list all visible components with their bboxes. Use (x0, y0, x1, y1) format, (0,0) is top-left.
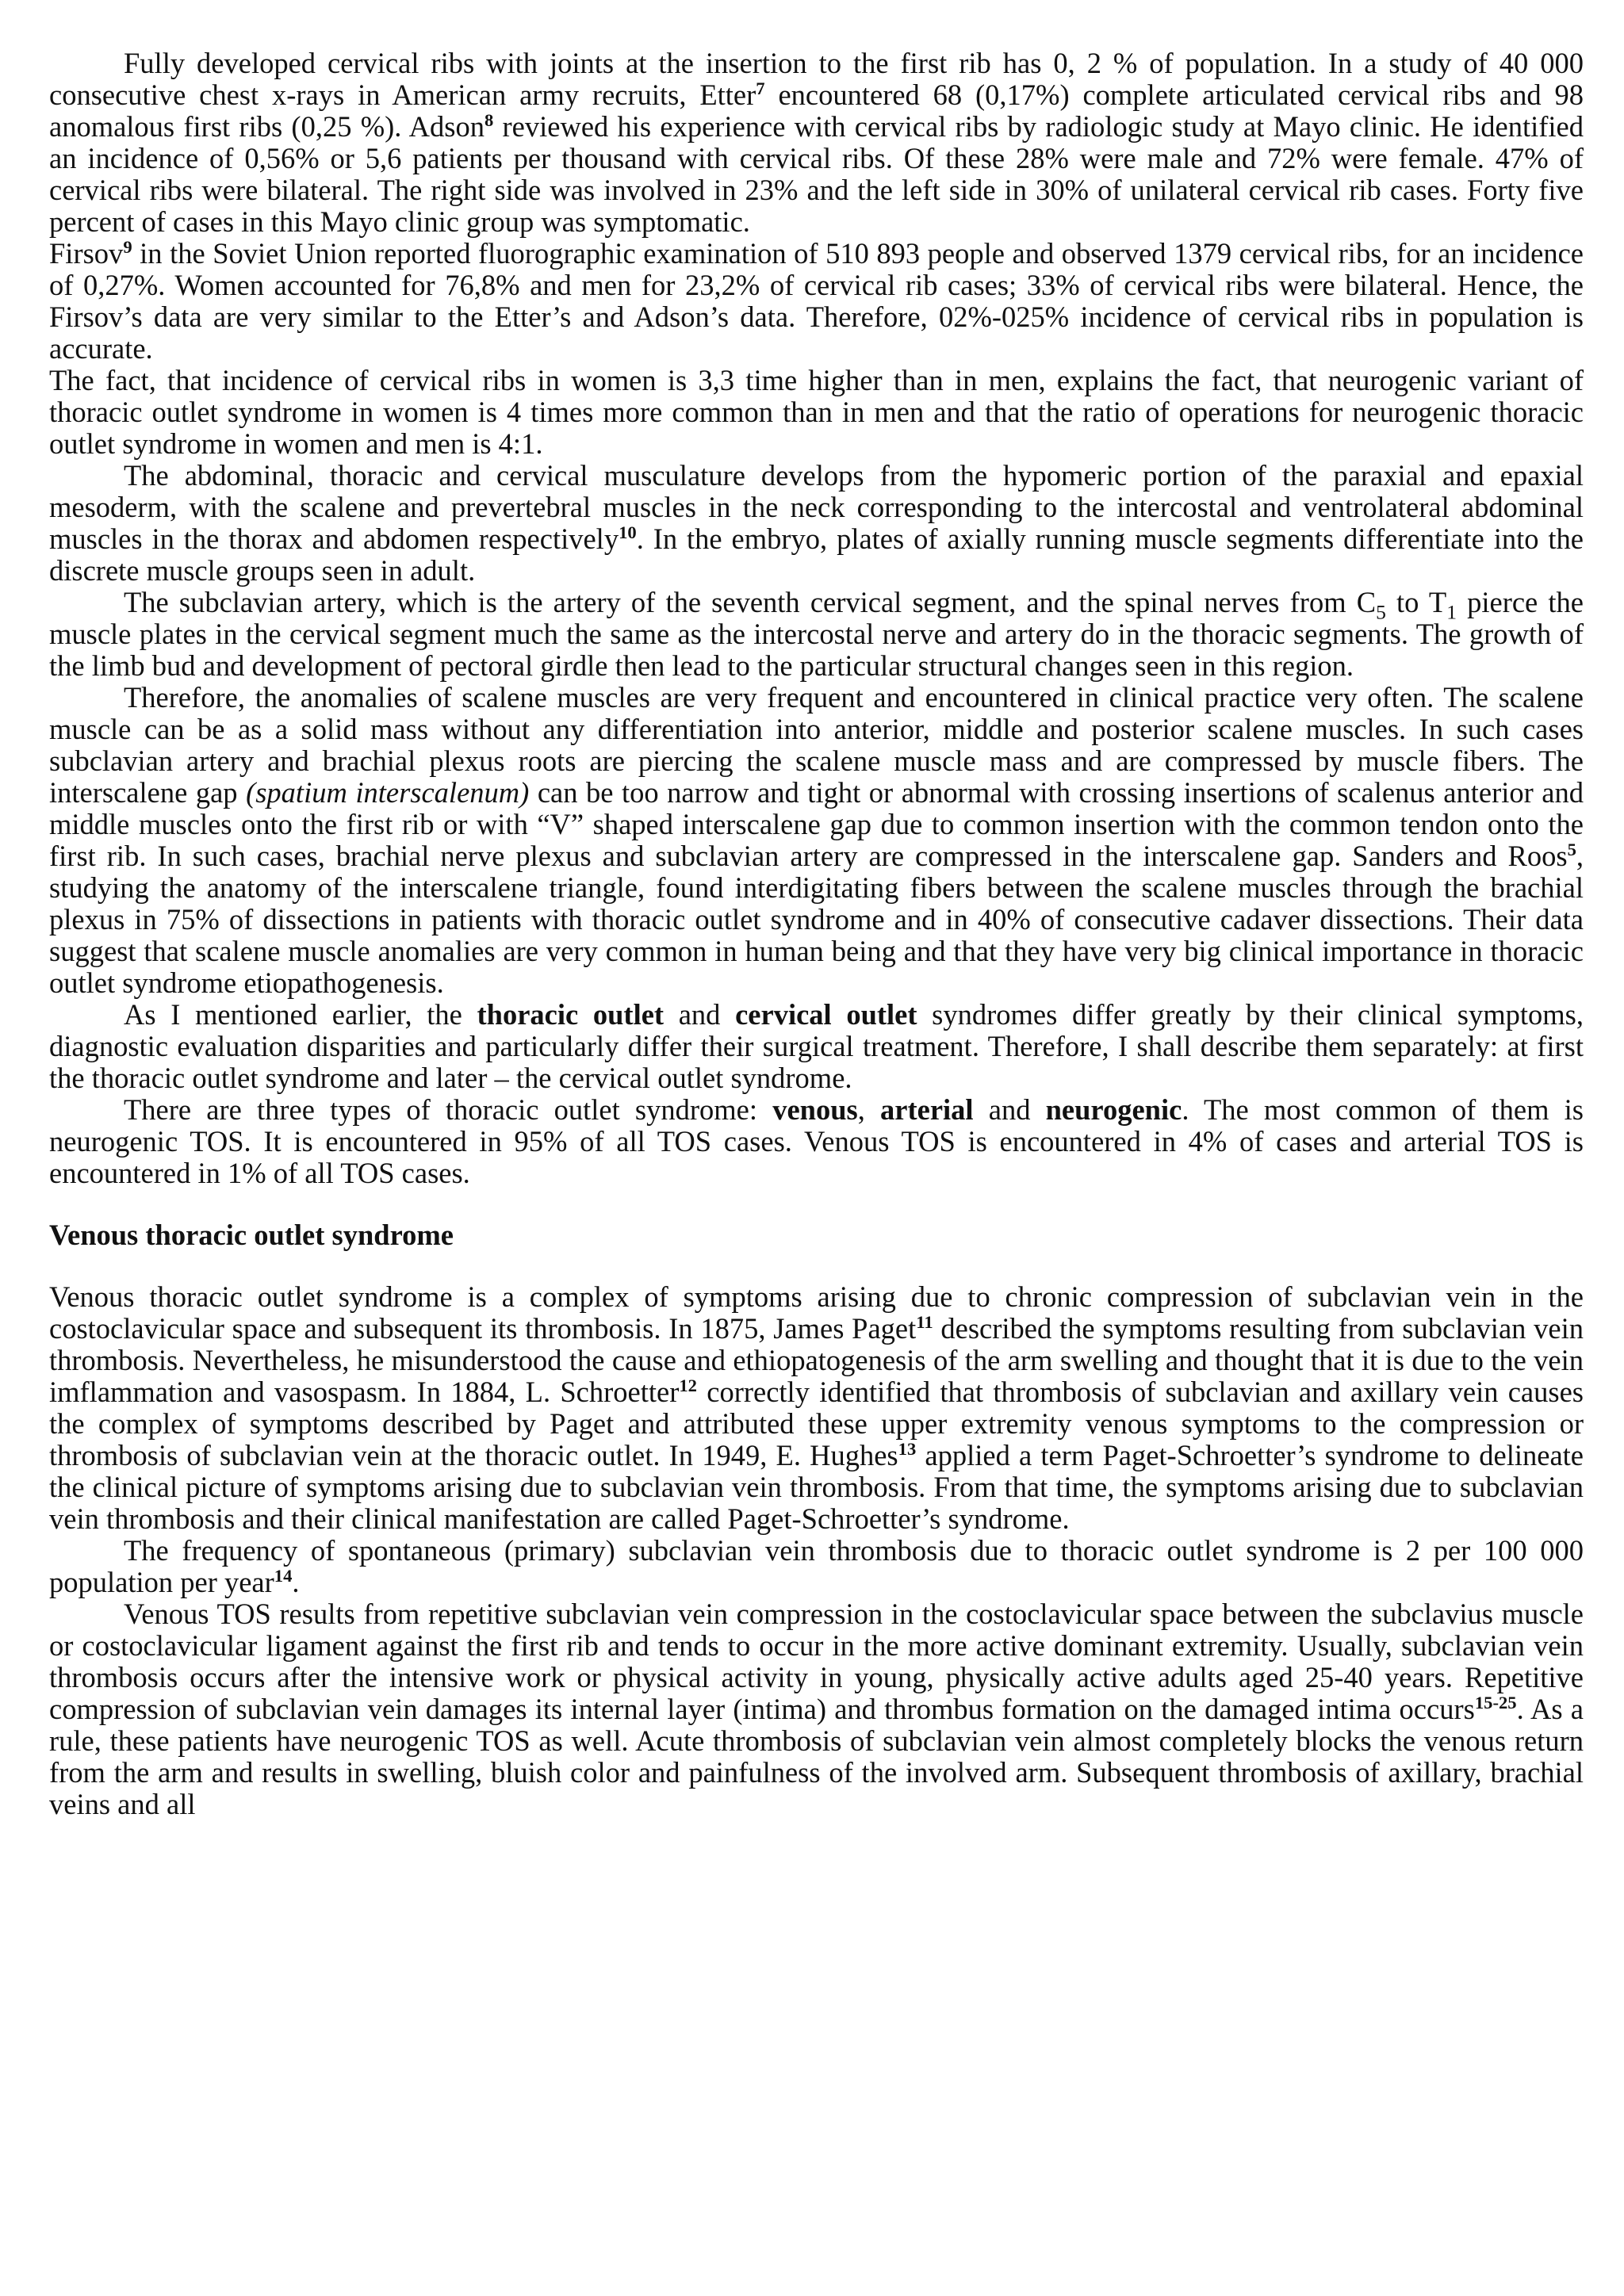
text-run: in the Soviet Union reported fluorographic examination of 510 893 people and observed 1379 cervical ribs, for an incidence of 0,27%. Women accounted for 76,8% and men for 23,2% of cervical rib cases; 33% of cervical ribs were bilateral. Hence, the Firsov’s data are very similar to the Etter’s and Adson’s data. Therefore, 02%-025% incidence of cervical ribs in population is accurate. (49, 237, 1584, 365)
document-page (49, 48, 1584, 1820)
text-run: The abdominal, thoracic and cervical musculature develops from the hypomeric portion of the paraxial and epaxial mesoderm, with the scalene and prevertebral muscles in the neck corresponding to the intercostal and ventrolateral abdominal muscles in the thorax and abdomen respectively (49, 459, 1584, 555)
text-run: , (857, 1093, 881, 1126)
text-run: correctly identified that thrombosis of subclavian and axillary vein causes the complex of symptoms described by Paget and attributed these upper extremity venous symptoms to the compression or thrombosis of subclavian vein at the thoracic outlet. In 1949, E. Hughes (49, 1376, 1584, 1471)
text-run: described the symptoms resulting from subclavian vein thrombosis. Nevertheless, he misunderstood the cause and ethiopatogenesis of the arm swelling and thought that it is due to the vein imflammation and vasospasm. In 1884, L. Schroetter (49, 1312, 1584, 1408)
reference-superscript: 8 (484, 109, 494, 130)
text-run: There are three types of thoracic outlet syndrome: (124, 1093, 773, 1126)
para-firsov-data (49, 238, 1584, 365)
bold-term: thoracic outlet (477, 998, 665, 1031)
reference-superscript: 15-25 (1474, 1692, 1517, 1712)
text-run: The frequency of spontaneous (primary) subclavian vein thrombosis due to thoracic outlet syndrome is 2 per 100 000 population per year (49, 1534, 1584, 1598)
reference-superscript: 13 (898, 1438, 917, 1459)
text-run: Venous TOS results from repetitive subclavian vein compression in the costoclavicular space between the subclavius muscle or costoclavicular ligament against the first rib and tends to occur in the more active dominant extremity. Usually, subclavian vein thrombosis occurs after the intensive work or physical activity in young, physically active adults aged 25-40 years. Repetitive compression of subclavian vein damages its internal layer (intima) and thrombus formation on the damaged intima occurs (49, 1598, 1584, 1725)
text-run: . The most common of them is neurogenic TOS. It is encountered in 95% of all TOS cases. Venous TOS is encountered in 4% of cases and arterial TOS is encountered in 1% of all TOS cases. (49, 1093, 1584, 1189)
para-scalene-anomalies (49, 682, 1584, 999)
bold-term: arterial (880, 1093, 974, 1126)
reference-superscript: 7 (756, 78, 765, 98)
para-venous-mechanism (49, 1598, 1584, 1820)
reference-superscript: 12 (679, 1375, 697, 1395)
text-run: reviewed his experience with cervical ribs by radiologic study at Mayo clinic. He identified an incidence of 0,56% or 5,6 patients per thousand with cervical ribs. Of these 28% were male and 72% were female. 47% of cervical ribs were bilateral. The right side was involved in 23% and the left side in 30% of unilateral cervical rib cases. Forty five percent of cases in this Mayo clinic group was symptomatic. (49, 110, 1584, 238)
reference-superscript: 9 (123, 236, 132, 257)
text-run: . As a rule, these patients have neurogenic TOS as well. Acute thrombosis of subclavian vein almost completely blocks the venous return from the arm and results in swelling, bluish color and painfulness of the involved arm. Subsequent thrombosis of axillary, brachial veins and all (49, 1693, 1584, 1820)
text-run: and (664, 998, 736, 1031)
section-heading-venous-tos: Venous thoracic outlet syndrome (49, 1219, 454, 1251)
bold-term: cervical outlet (735, 998, 917, 1031)
subscript: 5 (1376, 600, 1386, 624)
para-tos-types (49, 1094, 1584, 1189)
para-musculature-development (49, 460, 1584, 587)
para-venous-tos-definition (49, 1281, 1584, 1535)
italic-term: (spatium interscalenum) (246, 776, 530, 809)
intro-body (49, 48, 1584, 1189)
text-run: Therefore, the anomalies of scalene muscles are very frequent and encountered in clinical practice very often. The scalene muscle can be as a solid mass without any differentiation into anterior, middle and posterior scalene muscles. In such cases subclavian artery and brachial plexus roots are piercing the scalene muscle mass and are compressed by muscle fibers. The interscalene gap (49, 681, 1584, 809)
text-run: applied a term Paget-Schroetter’s syndrome to delineate the clinical picture of symptoms arising due to subclavian vein thrombosis. From that time, the symptoms arising due to subclavian vein thrombosis and their clinical manifestation are called Paget-Schroetter’s syndrome. (49, 1439, 1584, 1535)
text-run: As I mentioned earlier, the (124, 998, 477, 1031)
para-subclavian-artery (49, 587, 1584, 682)
bold-term: venous (772, 1093, 858, 1126)
text-run: The subclavian artery, which is the artery of the seventh cervical segment, and the spinal nerves from C (124, 586, 1377, 618)
para-women-ratio (49, 365, 1584, 460)
text-run: The fact, that incidence of cervical ribs in women is 3,3 time higher than in men, explains the fact, that neurogenic variant of thoracic outlet syndrome in women is 4 times more common than in men and that the ratio of operations for neurogenic thoracic outlet syndrome in women and men is 4:1. (49, 364, 1584, 460)
text-run: . In the embryo, plates of axially running muscle segments differentiate into the discrete muscle groups seen in adult. (49, 522, 1584, 587)
text-run: and (973, 1093, 1046, 1126)
text-run: syndromes differ greatly by their clinical symptoms, diagnostic evaluation disparities and particularly differ their surgical treatment. Therefore, I shall describe them separately: at first the thoracic outlet syndrome and later – the cervical outlet syndrome. (49, 998, 1584, 1094)
text-run: Firsov (49, 237, 124, 270)
text-run: , studying the anatomy of the interscalene triangle, found interdigitating fibers between the scalene muscles through the brachial plexus in 75% of dissections in patients with thoracic outlet syndrome and in 40% of consecutive cadaver dissections. Their data suggest that scalene muscle anomalies are very common in human being and that they have very big clinical importance in thoracic outlet syndrome etiopathogenesis. (49, 840, 1584, 999)
venous-tos-body (49, 1281, 1584, 1820)
reference-superscript: 14 (274, 1565, 293, 1586)
text-run: Fully developed cervical ribs with joints at the insertion to the first rib has 0, 2 % of population. In a study of 40 000 consecutive chest x-rays in American army recruits, Etter (49, 47, 1584, 111)
para-outlet-difference (49, 999, 1584, 1094)
text-run: to T (1385, 586, 1447, 618)
text-run: Venous thoracic outlet syndrome is a complex of symptoms arising due to chronic compression of subclavian vein in the costoclavicular space and subsequent its thrombosis. In 1875, James Paget (49, 1280, 1584, 1345)
reference-superscript: 5 (1567, 839, 1576, 859)
subscript: 1 (1446, 600, 1457, 624)
para-cervical-rib-incidence (49, 48, 1584, 238)
para-frequency (49, 1535, 1584, 1598)
reference-superscript: 10 (619, 522, 637, 542)
text-run: pierce the muscle plates in the cervical segment much the same as the intercostal nerve and artery do in the thoracic segments. The growth of the limb bud and development of pectoral girdle then lead to the particular structural changes seen in this region. (49, 586, 1584, 682)
text-run: . (292, 1566, 300, 1598)
bold-term: neurogenic (1045, 1093, 1182, 1126)
reference-superscript: 11 (916, 1311, 933, 1332)
text-run: can be too narrow and tight or abnormal with crossing insertions of scalenus anterior and middle muscles onto the first rib or with “V” shaped interscalene gap due to common insertion with the common tendon onto the first rib. In such cases, brachial nerve plexus and subclavian artery are compressed in the interscalene gap. Sanders and Roos (49, 776, 1584, 872)
text-run: encountered 68 (0,17%) complete articulated cervical ribs and 98 anomalous first ribs (0,25 %). Adson (49, 78, 1584, 143)
